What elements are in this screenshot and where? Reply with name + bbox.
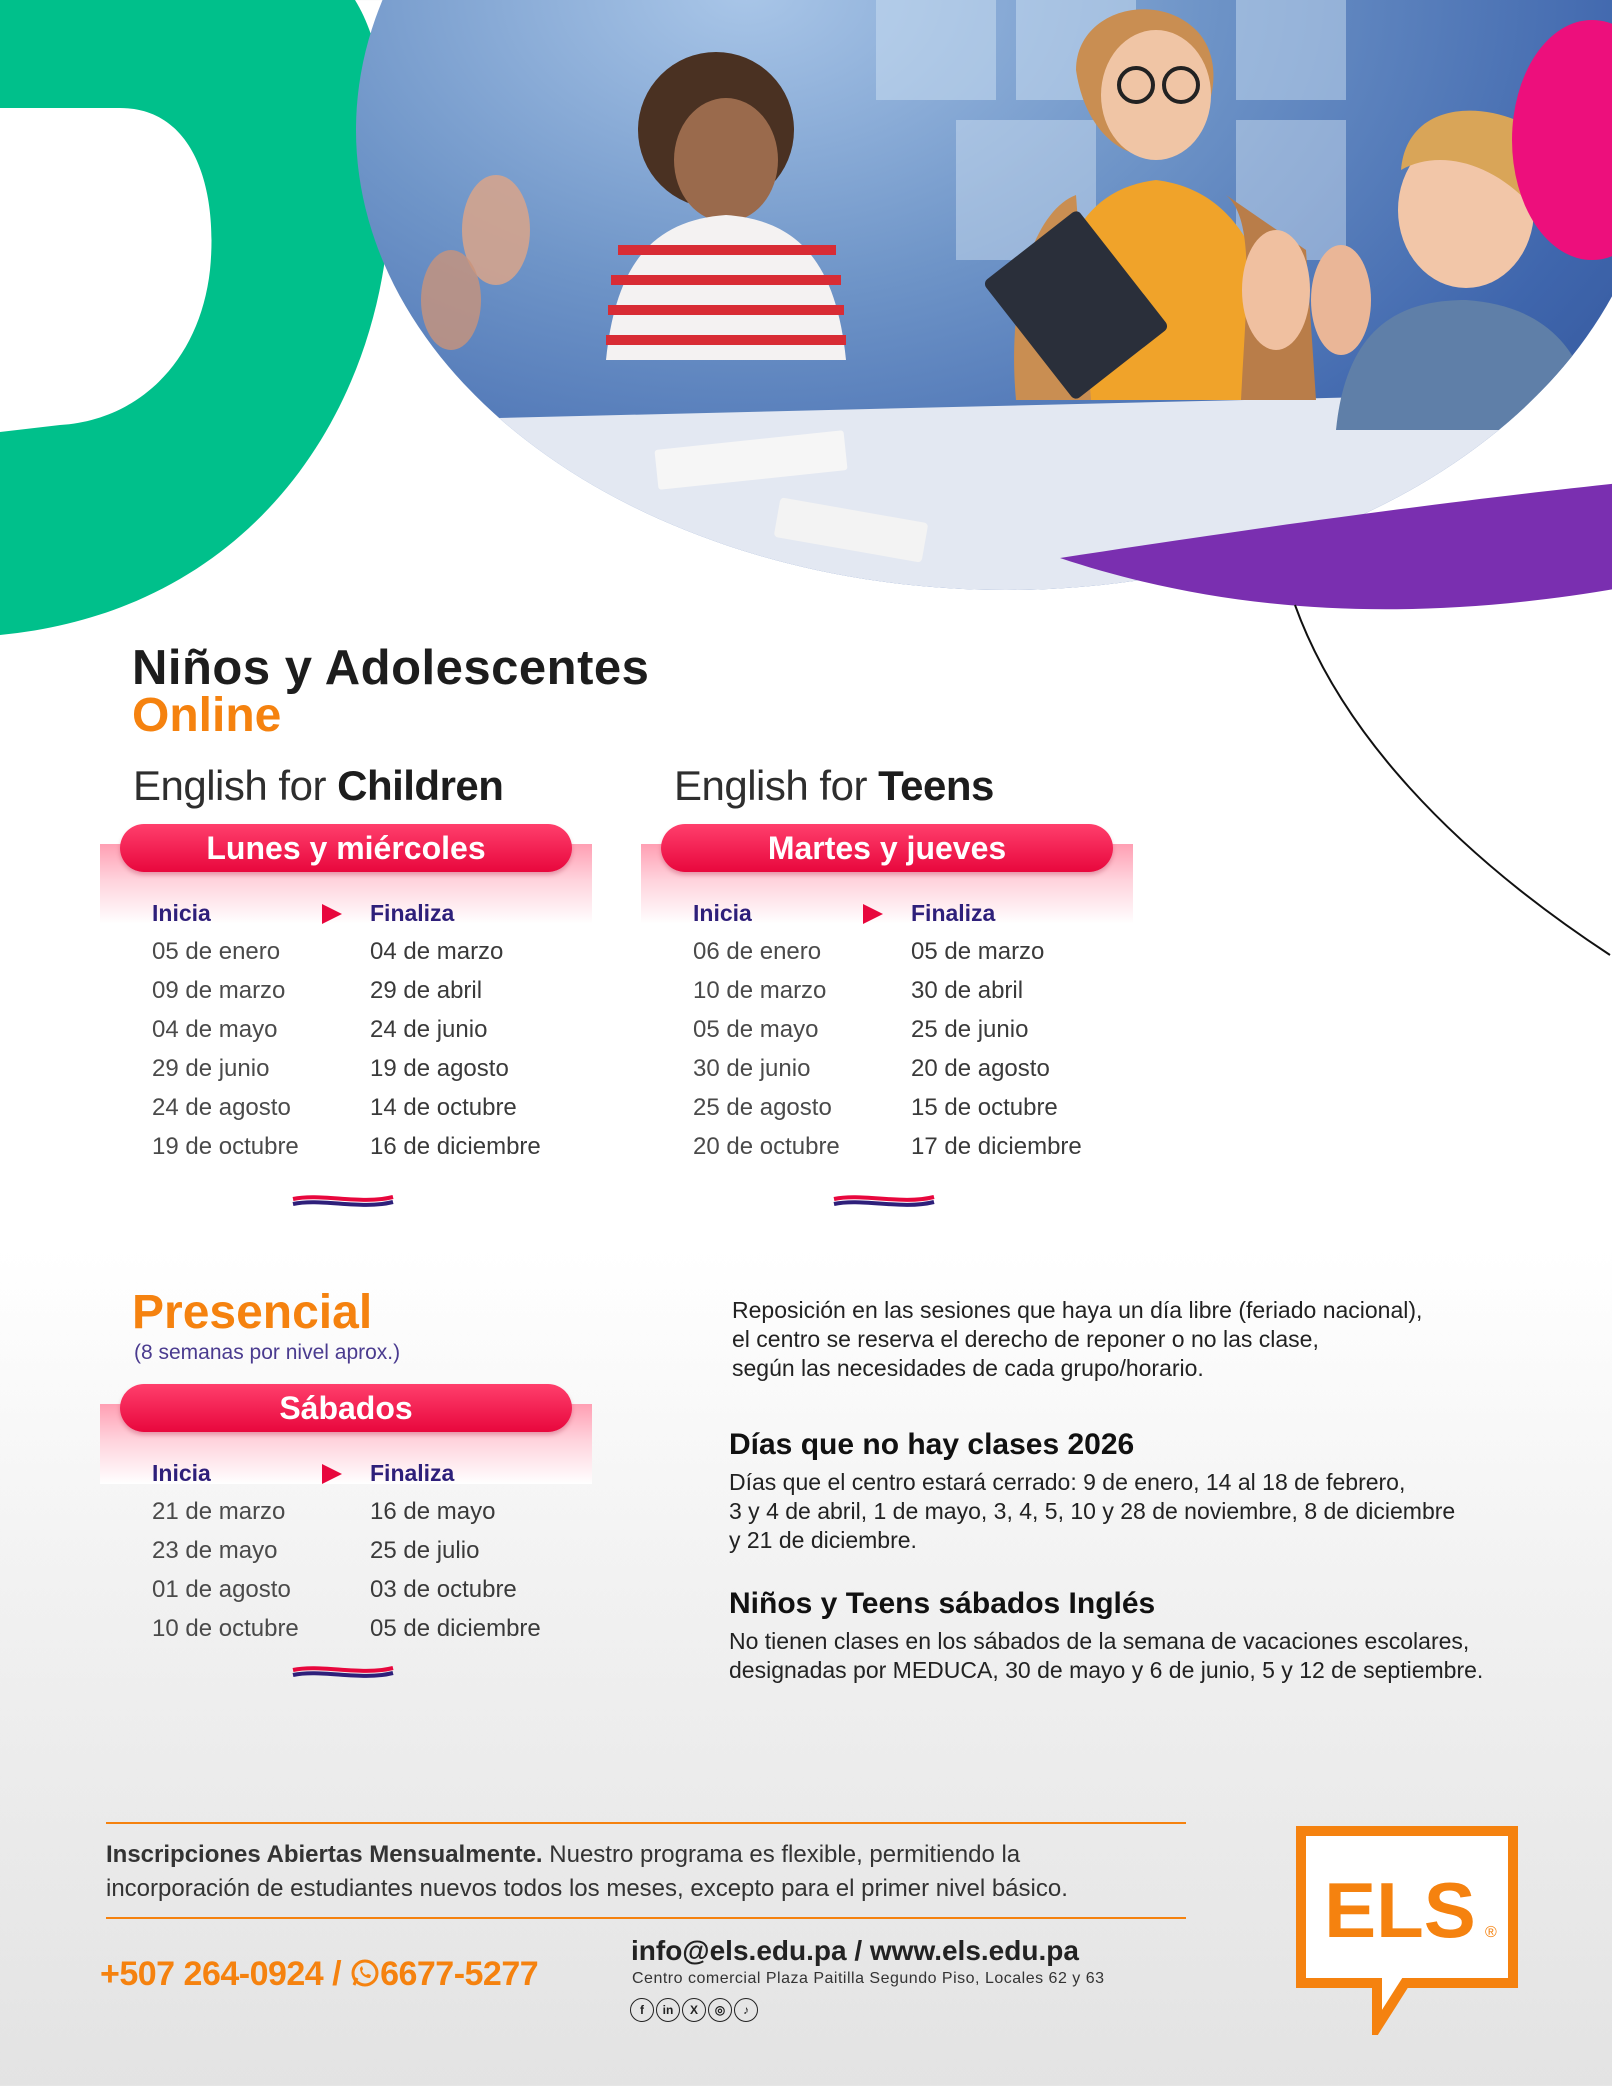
linkedin-icon[interactable]: in <box>656 1998 680 2022</box>
enrollment-line-1 <box>106 1838 1186 1872</box>
no-class-title: Días que no hay clases 2026 <box>729 1428 1135 1461</box>
wave-divider-icon <box>291 1664 395 1680</box>
enrollment-line-2: incorporación de estudiantes nuevos todos los meses, excepto para el primer nivel básico. <box>106 1875 1068 1902</box>
end-date: 16 de mayo <box>370 1498 496 1525</box>
enrollment-bold: Inscripciones Abiertas Mensualmente. <box>106 1841 543 1868</box>
start-date: 21 de marzo <box>152 1498 286 1525</box>
saturday-note-title: Niños y Teens sábados Inglés <box>729 1587 1156 1620</box>
end-date: 20 de agosto <box>911 1055 1050 1082</box>
phone-whatsapp[interactable]: 6677-5277 <box>380 1955 539 1993</box>
start-date: 20 de octubre <box>693 1133 840 1160</box>
note-line: según las necesidades de cada grupo/horario. <box>732 1355 1204 1381</box>
start-date: 10 de marzo <box>693 977 827 1004</box>
x-icon[interactable]: X <box>682 1998 706 2022</box>
children-title-bold: Children <box>337 762 504 809</box>
children-section-title <box>133 762 503 810</box>
logo-registered-mark: ® <box>1485 1924 1497 1941</box>
start-header: Inicia <box>152 900 211 926</box>
start-date: 06 de enero <box>693 938 822 965</box>
note-line: 3 y 4 de abril, 1 de mayo, 3, 4, 5, 10 y 28 de noviembre, 8 de diciembre <box>729 1498 1456 1524</box>
end-date: 05 de diciembre <box>370 1615 541 1642</box>
start-date: 25 de agosto <box>693 1094 832 1121</box>
note-line: Reposición en las sesiones que haya un día libre (feriado nacional), <box>732 1297 1423 1323</box>
wave-divider-icon <box>832 1193 936 1209</box>
address: Centro comercial Plaza Paitilla Segundo Piso, Locales 62 y 63 <box>632 1970 1105 1987</box>
note-line: el centro se reserva el derecho de reponer o no las clase, <box>732 1326 1319 1352</box>
page-subtitle-online: Online <box>132 689 282 742</box>
children-days-pill: Lunes y miércoles <box>120 824 572 872</box>
end-date: 15 de octubre <box>911 1094 1058 1121</box>
end-date: 25 de junio <box>911 1016 1029 1043</box>
start-date: 10 de octubre <box>152 1615 299 1642</box>
logo-text: ELS <box>1324 1866 1476 1954</box>
phone-numbers[interactable] <box>100 1955 538 1994</box>
teens-schedule <box>641 824 1133 1224</box>
arrow-right-icon <box>322 904 342 924</box>
green-decorative-shape <box>0 0 400 635</box>
end-date: 19 de agosto <box>370 1055 509 1082</box>
phone-main[interactable]: +507 264-0924 / <box>100 1955 351 1993</box>
whatsapp-icon <box>350 1958 380 1988</box>
wave-divider-icon <box>291 1193 395 1209</box>
saturday-schedule <box>100 1384 592 1684</box>
start-date: 30 de junio <box>693 1055 811 1082</box>
facebook-icon[interactable]: f <box>630 1998 654 2022</box>
instagram-icon[interactable]: ◎ <box>708 1998 732 2022</box>
end-date: 05 de marzo <box>911 938 1045 965</box>
decorative-arc-line <box>1280 590 1612 970</box>
note-line: Días que el centro estará cerrado: 9 de enero, 14 al 18 de febrero, <box>729 1469 1406 1495</box>
start-date: 29 de junio <box>152 1055 270 1082</box>
saturday-days-pill: Sábados <box>120 1384 572 1432</box>
start-date: 05 de enero <box>152 938 281 965</box>
saturday-note-text <box>729 1627 1483 1685</box>
start-date: 01 de agosto <box>152 1576 291 1603</box>
presencial-note: (8 semanas por nivel aprox.) <box>134 1341 401 1364</box>
end-header: Finaliza <box>370 1460 455 1486</box>
end-date: 17 de diciembre <box>911 1133 1082 1160</box>
start-date: 05 de mayo <box>693 1016 819 1043</box>
social-icons <box>630 1998 758 2022</box>
start-date: 09 de marzo <box>152 977 286 1004</box>
note-line: y 21 de diciembre. <box>729 1527 917 1553</box>
end-date: 24 de junio <box>370 1016 488 1043</box>
enrollment-rest: Nuestro programa es flexible, permitiendo la <box>542 1841 1021 1868</box>
no-class-text <box>729 1468 1455 1555</box>
reposicion-note <box>732 1296 1422 1383</box>
end-date: 04 de marzo <box>370 938 504 965</box>
end-header: Finaliza <box>911 900 996 926</box>
note-line: No tienen clases en los sábados de la semana de vacaciones escolares, <box>729 1628 1470 1654</box>
els-logo <box>1295 1825 1519 2035</box>
footer-divider-bottom <box>106 1917 1186 1919</box>
enrollment-text <box>106 1838 1186 1906</box>
end-date: 03 de octubre <box>370 1576 517 1603</box>
end-header: Finaliza <box>370 900 455 926</box>
end-date: 25 de julio <box>370 1537 480 1564</box>
end-date: 14 de octubre <box>370 1094 517 1121</box>
arrow-right-icon <box>863 904 883 924</box>
end-date: 16 de diciembre <box>370 1133 541 1160</box>
presencial-title: Presencial <box>132 1286 373 1339</box>
end-date: 30 de abril <box>911 977 1024 1004</box>
footer-divider-top <box>106 1822 1186 1824</box>
start-header: Inicia <box>693 900 752 926</box>
teens-title-bold: Teens <box>878 762 994 809</box>
teens-days-pill: Martes y jueves <box>661 824 1113 872</box>
note-line: designadas por MEDUCA, 30 de mayo y 6 de junio, 5 y 12 de septiembre. <box>729 1657 1484 1683</box>
end-date: 29 de abril <box>370 977 483 1004</box>
start-date: 23 de mayo <box>152 1537 278 1564</box>
email-website[interactable]: info@els.edu.pa / www.els.edu.pa <box>631 1935 1079 1966</box>
children-schedule <box>100 824 592 1224</box>
page-title: Niños y Adolescentes <box>132 641 650 695</box>
teens-section-title <box>674 762 994 810</box>
arrow-right-icon <box>322 1464 342 1484</box>
teens-title-prefix: English for <box>674 762 879 809</box>
start-date: 19 de octubre <box>152 1133 299 1160</box>
children-title-prefix: English for <box>133 762 338 809</box>
start-date: 04 de mayo <box>152 1016 278 1043</box>
tiktok-icon[interactable]: ♪ <box>734 1998 758 2022</box>
start-date: 24 de agosto <box>152 1094 291 1121</box>
start-header: Inicia <box>152 1460 211 1486</box>
